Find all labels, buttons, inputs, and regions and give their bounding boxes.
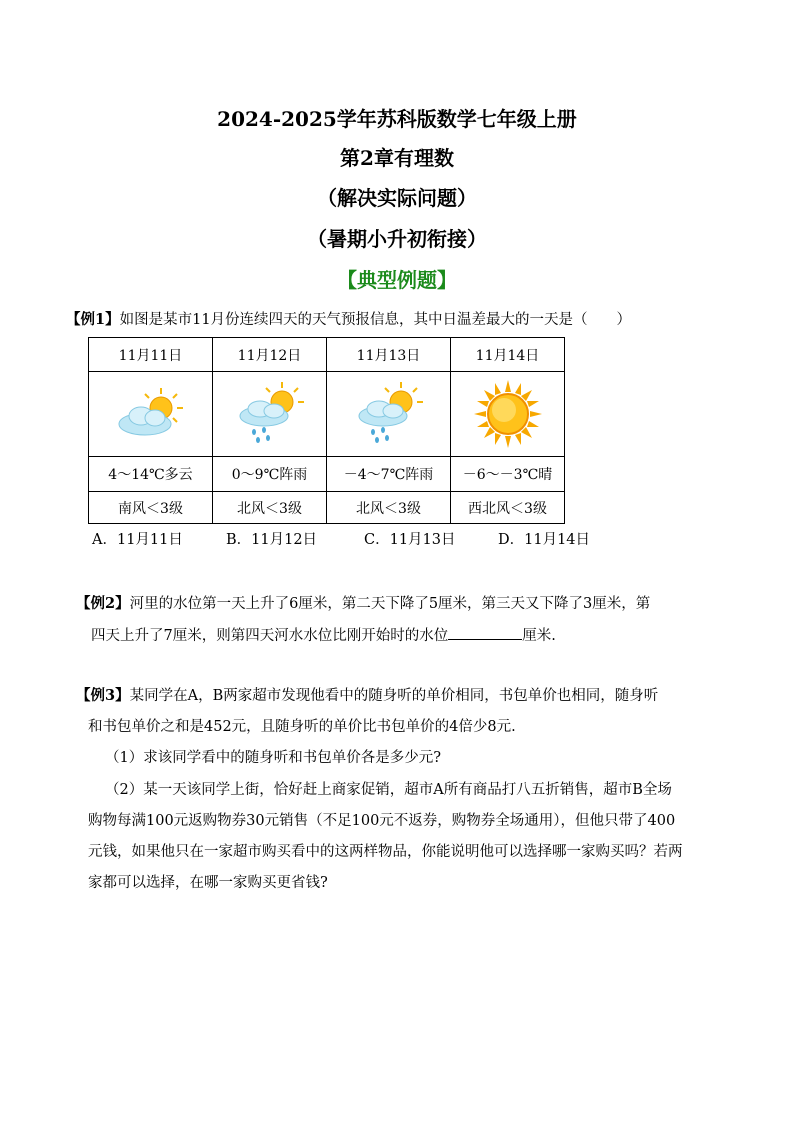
weather-date-cell: 11月11日: [89, 338, 213, 372]
rain-sun-icon: [353, 382, 425, 446]
weather-icon-cell: [327, 372, 451, 457]
section-heading: 【典型例题】: [337, 268, 457, 292]
option-a: A．11月11日: [92, 532, 183, 548]
example-1-tag: 【例1】: [66, 311, 120, 328]
weather-temp-cell: 4～14℃多云: [89, 457, 213, 492]
option-d: D．11月14日: [498, 532, 591, 548]
example-3-line-2: 和书包单价之和是452元，且随身听的单价比书包单价的4倍少8元.: [88, 719, 516, 735]
example-3-question-2-line-3: 元钱，如果他只在一家超市购买看中的这两样物品，你能说明他可以选择哪一家购买吗？若两: [88, 844, 683, 860]
weather-date-cell: 11月13日: [327, 338, 451, 372]
topic-title: （解决实际问题）: [317, 186, 477, 210]
weather-wind-cell: 西北风＜3级: [451, 492, 565, 524]
chapter-title: 第2章有理数: [340, 146, 454, 170]
example-2-line-1: 【例2】河里的水位第一天上升了6厘米，第二天下降了5厘米，第三天又下降了3厘米，第: [76, 595, 651, 612]
sun-icon: [474, 380, 542, 448]
series-title: （暑期小升初衔接）: [307, 227, 487, 251]
weather-temp-cell: 0～9℃阵雨: [213, 457, 327, 492]
example-2-tag: 【例2】: [76, 595, 130, 612]
example-3-question-2-line-1: （2）某一天该同学上街，恰好赶上商家促销，超市A所有商品打八五折销售，超市B全场: [105, 782, 672, 798]
weather-wind-cell: 北风＜3级: [213, 492, 327, 524]
rain-sun-icon: [234, 382, 306, 446]
weather-date-cell: 11月12日: [213, 338, 327, 372]
weather-temp-cell: －4～7℃阵雨: [327, 457, 451, 492]
example-2-line-2: 四天上升了7厘米，则第四天河水水位比刚开始时的水位 厘米.: [91, 625, 556, 646]
example-3-tag: 【例3】: [76, 687, 130, 704]
weather-temp-cell: －6～－3℃晴: [451, 457, 565, 492]
cloudy-sun-icon: [115, 386, 187, 442]
answer-blank[interactable]: [448, 625, 522, 640]
option-c: C．11月13日: [364, 532, 456, 548]
example-1-stem: [66, 310, 631, 330]
example-1-text: 如图是某市11月份连续四天的天气预报信息，其中日温差最大的一天是（ ）: [119, 312, 632, 328]
weather-wind-cell: 南风＜3级: [89, 492, 213, 524]
document-title: 2024-2025学年苏科版数学七年级上册: [217, 107, 577, 131]
weather-icon-cell: [89, 372, 213, 457]
weather-icon-cell: [213, 372, 327, 457]
example-3-question-2-line-4: 家都可以选择，在哪一家购买更省钱?: [88, 875, 328, 891]
example-3-question-1: （1）求该同学看中的随身听和书包单价各是多少元?: [105, 750, 441, 766]
example-3-question-2-line-2: 购物每满100元返购物券30元销售（不足100元不返券，购物券全场通用），但他只带了400: [88, 813, 676, 829]
weather-date-cell: 11月14日: [451, 338, 565, 372]
option-b: B．11月12日: [226, 532, 318, 548]
weather-table: [88, 337, 565, 524]
weather-icon-cell: [451, 372, 565, 457]
example-3-line-1: 【例3】某同学在A，B两家超市发现他看中的随身听的单价相同，书包单价也相同，随身听: [76, 687, 659, 704]
weather-wind-cell: 北风＜3级: [327, 492, 451, 524]
